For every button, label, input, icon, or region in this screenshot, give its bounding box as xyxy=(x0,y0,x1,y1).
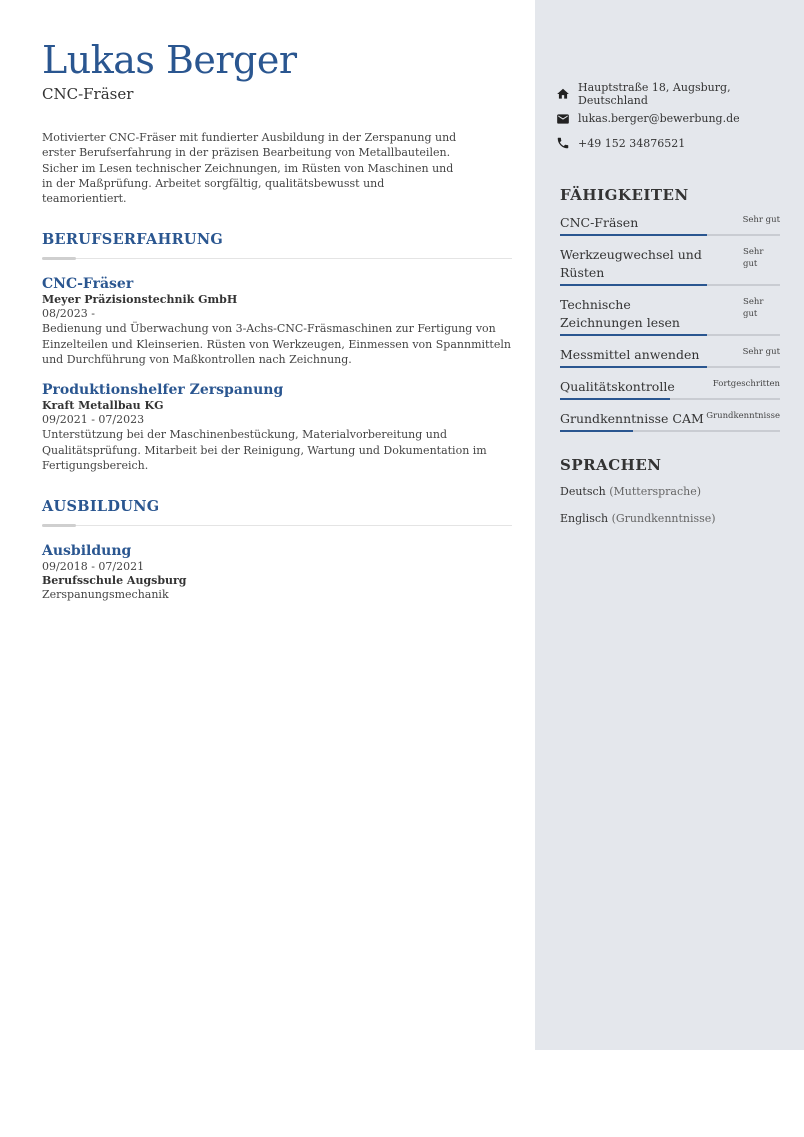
languages-list xyxy=(556,478,784,532)
experience-description: Bedienung und Überwachung von 3-Achs-CNC-Fräsmaschinen zur Fertigung von Einzelteilen und Kleinserien. Rüsten von Werkzeugen, Einmessen von Spannmitteln und Durchführung von Maßkontrollen nach Zeichnung. xyxy=(42,322,511,367)
experience-entry xyxy=(42,381,512,473)
skill-name: Grundkenntnisse CAM xyxy=(560,410,704,426)
education-school: Berufsschule Augsburg xyxy=(42,574,187,588)
experience-date: 08/2023 - xyxy=(42,307,95,321)
skill-level: Sehr gut xyxy=(743,246,764,269)
experience-title: CNC-Fräser xyxy=(42,276,134,293)
skill-bar xyxy=(560,234,780,236)
section-divider xyxy=(42,517,512,529)
skill-bar-fill xyxy=(560,366,707,368)
skill-bar xyxy=(560,430,780,432)
skill-item xyxy=(560,246,780,286)
education-title: Ausbildung xyxy=(42,543,132,560)
skill-item xyxy=(560,214,780,236)
contact-address-text: Hauptstraße 18, Augsburg, Deutschland xyxy=(578,81,731,108)
home-icon xyxy=(556,87,570,101)
section-divider xyxy=(42,250,512,262)
skill-level: Fortgeschritten xyxy=(712,378,780,389)
skill-name: CNC-Fräsen xyxy=(560,214,639,230)
contact-email-text[interactable]: lukas.berger@bewerbung.de xyxy=(578,112,740,126)
contact-address xyxy=(556,82,784,107)
education-heading: AUSBILDUNG xyxy=(42,498,160,516)
language-name: Deutsch xyxy=(560,484,606,498)
skill-name: Technische Zeichnungen lesen xyxy=(560,296,680,330)
languages-heading: SPRACHEN xyxy=(560,455,662,474)
experience-heading: BERUFSERFAHRUNG xyxy=(42,231,224,249)
language-level: (Muttersprache) xyxy=(609,484,702,498)
skill-bar xyxy=(560,334,780,336)
skill-item xyxy=(560,296,780,336)
skill-bar-fill xyxy=(560,234,707,236)
education-date: 09/2018 - 07/2021 xyxy=(42,560,145,574)
skill-level: Sehr gut xyxy=(743,296,764,319)
skill-bar-fill xyxy=(560,430,633,432)
education-entry xyxy=(42,542,512,602)
skill-bar-fill xyxy=(560,398,670,400)
skill-bar xyxy=(560,366,780,368)
experience-company: Kraft Metallbau KG xyxy=(42,399,164,413)
experience-company: Meyer Präzisionstechnik GmbH xyxy=(42,293,238,307)
skill-item xyxy=(560,378,780,400)
language-item xyxy=(560,505,784,532)
mail-icon xyxy=(556,112,570,126)
contact-email xyxy=(556,107,784,132)
language-level: (Grundkenntnisse) xyxy=(611,511,716,525)
skill-bar-fill xyxy=(560,284,707,286)
experience-title: Produktionshelfer Zerspanung xyxy=(42,382,284,399)
skill-item xyxy=(560,410,780,432)
skills-heading: FÄHIGKEITEN xyxy=(560,185,689,204)
experience-section xyxy=(42,230,512,473)
skill-name: Qualitätskontrolle xyxy=(560,378,675,394)
job-title: CNC-Fräser xyxy=(42,85,134,103)
candidate-name: Lukas Berger xyxy=(42,38,297,82)
education-section xyxy=(42,497,512,602)
skill-level: Sehr gut xyxy=(742,346,780,357)
phone-icon xyxy=(556,136,570,150)
contact-phone xyxy=(556,131,784,156)
language-name: Englisch xyxy=(560,511,609,525)
sidebar xyxy=(556,82,784,532)
experience-entry xyxy=(42,275,512,367)
experience-date: 09/2021 - 07/2023 xyxy=(42,413,145,427)
education-field: Zerspanungsmechanik xyxy=(42,588,169,602)
skill-bar xyxy=(560,398,780,400)
skill-bar xyxy=(560,284,780,286)
experience-description: Unterstützung bei der Maschinenbestückung, Materialvorbereitung und Qualitätsprüfung. Mitarbeit bei der Reinigung, Wartung und Dokumentation im Fertigungsbereich. xyxy=(42,428,487,472)
profile-summary: Motivierter CNC-Fräser mit fundierter Ausbildung in der Zerspanung und erster Berufserfahrung in der präzisen Bearbeitung von Metallbauteilen. Sicher im Lesen technischer Zeichnungen, im Rüsten von Maschinen und in der Maßprüfung. Arbeitet sorgfältig, qualitätsbewusst und teamorientiert. xyxy=(42,131,457,206)
contact-phone-text[interactable]: +49 152 34876521 xyxy=(578,136,686,150)
language-item xyxy=(560,478,784,505)
skill-level: Sehr gut xyxy=(742,214,780,225)
skill-level: Grundkenntnisse xyxy=(706,410,780,421)
skill-item xyxy=(560,346,780,368)
skill-name: Werkzeugwechsel und Rüsten xyxy=(560,246,702,280)
skills-list xyxy=(556,214,784,432)
skill-name: Messmittel anwenden xyxy=(560,346,700,362)
main-column xyxy=(42,38,512,616)
skill-bar-fill xyxy=(560,334,707,336)
